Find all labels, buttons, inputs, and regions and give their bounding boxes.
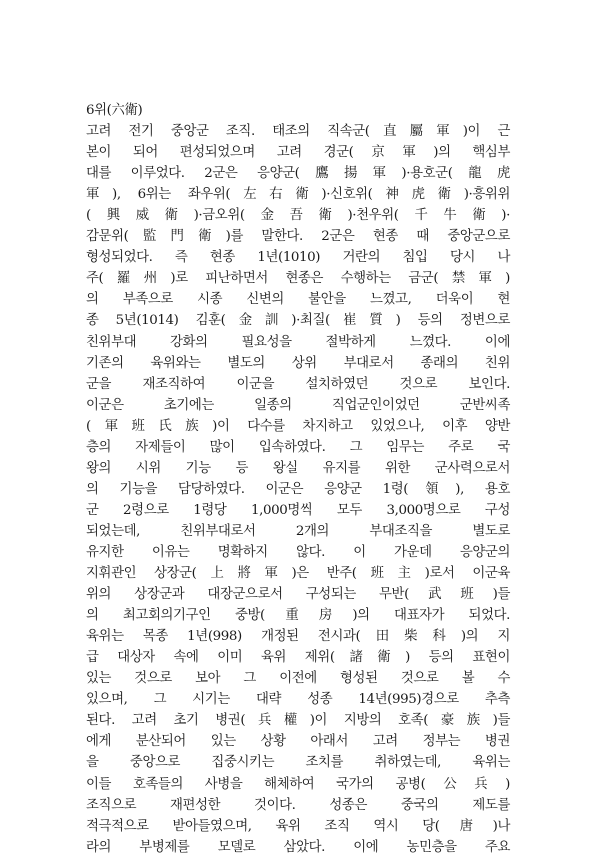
body-line: 왕의 시위 기능 등 왕실 유지를 위한 군사력으로서 (86, 460, 510, 476)
body-line: 이들 호족들의 사병을 해체하여 국가의 공병(公兵) (86, 776, 510, 792)
body-line: 형성되었다. 즉 현종 1년(1010) 거란의 침입 당시 나 (86, 250, 510, 266)
article-body (86, 100, 510, 858)
body-line: (興威衛)·금오위(金吾衛)·천우위(千牛衛)· (86, 208, 510, 224)
body-line: 라의 부병제를 모델로 삼았다. 이에 농민층을 주요 (86, 839, 510, 855)
body-line: 감문위(監門衛)를 말한다. 2군은 현종 때 중앙군으로 (86, 229, 510, 245)
body-line: 군을 재조직하여 이군을 설치하였던 것으로 보인다. (86, 376, 510, 392)
body-line: 고려 전기 중앙군 조직. 태조의 직속군(直屬軍)이 근 (86, 124, 510, 140)
body-line: 있는 것으로 보아 그 이전에 형성된 것으로 볼 수 (86, 671, 510, 687)
body-line: 유지한 이유는 명확하지 않다. 이 가운데 응양군의 (86, 544, 510, 560)
body-line: 된다. 고려 초기 병권(兵權)이 지방의 호족(豪族)들 (86, 713, 510, 729)
body-line: 을 중앙으로 집중시키는 조치를 취하였는데, 육위는 (86, 755, 510, 771)
article-title: 6위(六衛) (86, 103, 143, 118)
body-line: 군 2령으로 1령당 1,000명씩 모두 3,000명으로 구성 (86, 502, 510, 518)
body-line: 주(羅州)로 피난하면서 현종은 수행하는 금군(禁軍) (86, 271, 510, 287)
body-line: 급 대상자 속에 이미 육위 제위(諸衛) 등의 표현이 (86, 650, 510, 666)
body-line: 의 최고회의기구인 중방(重房)의 대표자가 되었다. (86, 608, 510, 624)
body-line: 에게 분산되어 있는 상황 아래서 고려 정부는 병권 (86, 734, 510, 750)
body-line: 육위는 목종 1년(998) 개정된 전시과(田柴科)의 지 (86, 629, 510, 645)
body-line: 층의 자제들이 많이 입속하였다. 그 임무는 주로 국 (86, 439, 510, 455)
body-line: 되었는데, 친위부대로서 2개의 부대조직을 별도로 (86, 523, 510, 539)
body-line: 지휘관인 상장군(上將軍)은 반주(班主)로서 이군육 (86, 566, 510, 582)
body-line: 의 부족으로 시종 신변의 불안을 느꼈고, 더욱이 현 (86, 292, 510, 308)
body-line: 이군은 초기에는 일종의 직업군인이었던 군반씨족 (86, 397, 510, 413)
body-line: 위의 상장군과 대장군으로서 구성되는 무반(武班)들 (86, 587, 510, 603)
body-line: 軍), 6위는 좌우위(左右衛)·신호위(神虎衛)·흥위위 (86, 187, 510, 203)
body-line: 기존의 육위와는 별도의 상위 부대로서 종래의 친위 (86, 355, 510, 371)
body-line: 의 기능을 담당하였다. 이군은 응양군 1령(領), 용호 (86, 481, 510, 497)
body-line: 본이 되어 편성되었으며 고려 경군(京軍)의 핵심부 (86, 145, 510, 161)
body-line: (軍班氏族)이 다수를 차지하고 있었으나, 이후 양반 (86, 418, 510, 434)
body-line: 종 5년(1014) 김훈(金訓)·최질(崔質) 등의 정변으로 (86, 313, 510, 329)
body-line: 적극적으로 받아들였으며, 육위 조직 역시 당(唐)나 (86, 818, 510, 834)
body-line: 대를 이루었다. 2군은 응양군(鷹揚軍)·용호군(龍虎 (86, 166, 510, 182)
body-line: 친위부대 강화의 필요성을 절박하게 느꼈다. 이에 (86, 334, 510, 350)
body-line: 조직으로 재편성한 것이다. 성종은 중국의 제도를 (86, 797, 510, 813)
body-line: 있으며, 그 시기는 대략 성종 14년(995)경으로 추측 (86, 692, 510, 708)
